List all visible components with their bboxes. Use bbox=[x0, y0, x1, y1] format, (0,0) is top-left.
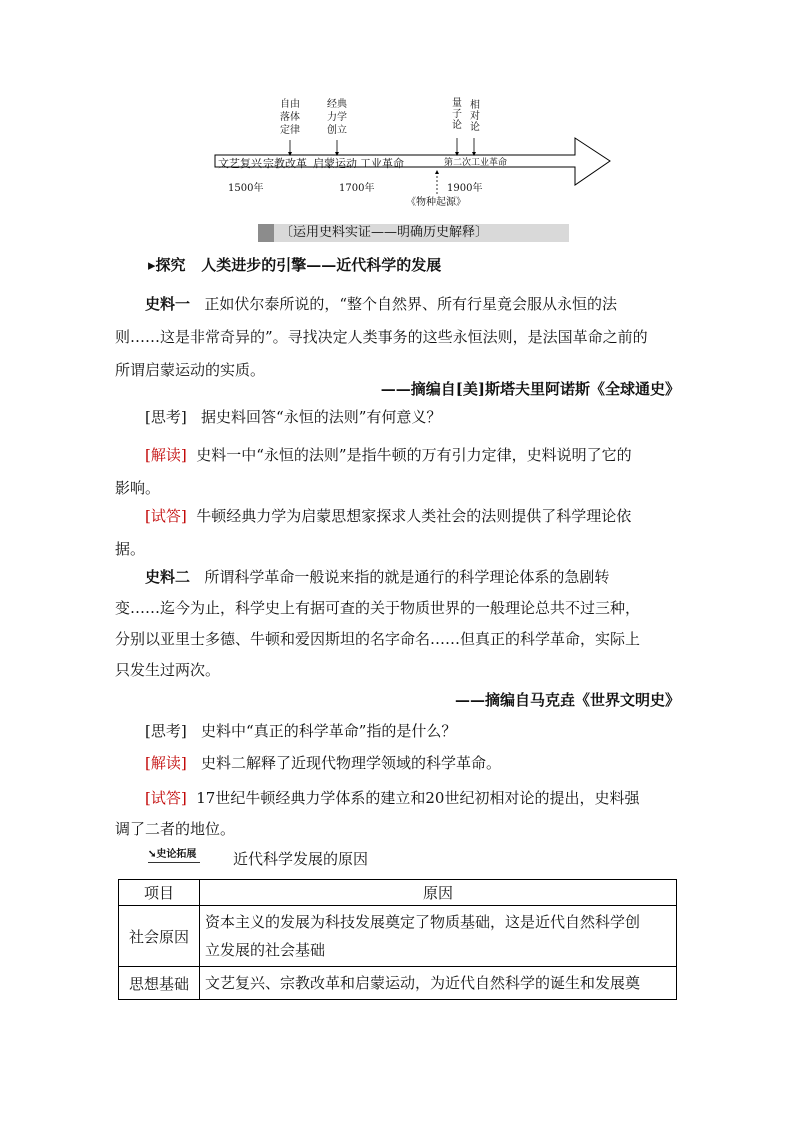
timeline-year: 1700年 bbox=[339, 183, 375, 194]
answer-tag: [试答] bbox=[145, 789, 187, 807]
answer-row: [试答] 牛顿经典力学为启蒙思想家探求人类社会的法则提供了科学理论依 据。 bbox=[115, 507, 632, 558]
table-row bbox=[119, 967, 677, 1000]
banner-block-icon bbox=[258, 224, 274, 242]
banner-title: 〔运用史料实证——明确历史解释〕 bbox=[280, 225, 489, 240]
inquiry-title: 人类进步的引擎——近代科学的发展 bbox=[201, 256, 442, 274]
think-tag: [思考] bbox=[145, 722, 187, 740]
table-header-row bbox=[119, 880, 677, 906]
inquiry-heading bbox=[148, 254, 713, 275]
table-cell-item: 社会原因 bbox=[119, 906, 200, 967]
extension-badge: ➘史论拓展 bbox=[148, 848, 200, 863]
timeline-segment: 启蒙运动 bbox=[313, 157, 357, 170]
timeline-below-label: 《物种起源》 bbox=[406, 197, 466, 208]
think-row bbox=[145, 406, 685, 427]
extension-title: 近代科学发展的原因 bbox=[233, 850, 369, 868]
timeline-pointers bbox=[280, 138, 483, 198]
timeline-event-label: 量 子 论 bbox=[452, 98, 462, 131]
material-source: ——摘编自[美]斯塔夫里阿诺斯《全球通史》 bbox=[380, 380, 680, 398]
table-header: 项目 bbox=[119, 880, 200, 906]
material-text: 所谓启蒙运动的实质。 bbox=[115, 361, 266, 379]
think-text: 据史料回答“永恒的法则”有何意义？ bbox=[201, 408, 442, 426]
table-row bbox=[119, 906, 677, 967]
interpret-row: [解读] 史料一中“永恒的法则”是指牛顿的万有引力定律，史料说明了它的 影响。 bbox=[115, 446, 632, 497]
table-cell-reason: 文艺复兴、宗教改革和启蒙运动，为近代自然科学的诞生和发展奠 bbox=[200, 967, 677, 1000]
material-source: ——摘编自马克垚《世界文明史》 bbox=[454, 691, 680, 709]
timeline-segment: 文艺复兴 bbox=[218, 157, 262, 170]
section-banner bbox=[258, 224, 569, 242]
timeline-event-label: 经典 力学 创立 bbox=[327, 99, 347, 136]
timeline-event-label: 自由 落体 定律 bbox=[280, 99, 300, 136]
material-one bbox=[115, 288, 680, 387]
inquiry-marker: ▸探究 bbox=[148, 256, 186, 274]
table-header: 原因 bbox=[200, 880, 677, 906]
arrow-icon: ➘ bbox=[148, 849, 157, 860]
interpret-row: [解读] 史料二解释了近现代物理学领域的科学革命。 bbox=[145, 754, 502, 772]
table-cell-item: 思想基础 bbox=[119, 967, 200, 1000]
think-row bbox=[145, 720, 685, 741]
interpret-tag: [解读] bbox=[145, 754, 187, 772]
timeline-segment: 工业革命 bbox=[360, 157, 404, 170]
table-cell-reason: 资本主义的发展为科技发展奠定了物质基础，这是近代自然科学创 立发展的社会基础 bbox=[200, 906, 677, 967]
material-label: 史料二 bbox=[145, 568, 191, 586]
answer-row: [试答] 17世纪牛顿经典力学体系的建立和20世纪初相对论的提出，史料强 调了二者的地位。 bbox=[115, 789, 640, 838]
material-text: 则……这是非常奇异的”。寻找决定人类事务的这些永恒法则，是法国革命之前的 bbox=[115, 328, 648, 346]
interpret-tag: [解读] bbox=[145, 446, 187, 464]
material-text: 所谓科学革命一般说来指的就是通行的科学理论体系的急剧转 bbox=[204, 568, 610, 586]
answer-tag: [试答] bbox=[145, 507, 187, 525]
material-text: 变……迄今为止，科学史上有据可查的关于物质世界的一般理论总共不过三种， bbox=[115, 599, 641, 617]
material-text: 只发生过两次。 bbox=[115, 661, 221, 679]
material-two bbox=[115, 562, 680, 686]
reasons-table bbox=[118, 879, 677, 1000]
material-text: 分别以亚里士多德、牛顿和爱因斯坦的名字命名……但真正的科学革命，实际上 bbox=[115, 630, 641, 648]
timeline-year: 1500年 bbox=[228, 183, 264, 194]
think-text: 史料中“真正的科学革命”指的是什么？ bbox=[201, 722, 457, 740]
timeline-segment: 宗教改革 bbox=[263, 157, 307, 170]
timeline-event-label: 相 对 论 bbox=[470, 100, 480, 133]
timeline-year: 1900年 bbox=[447, 183, 483, 194]
timeline-segment: 第二次工业革命 bbox=[444, 158, 508, 168]
material-text: 正如伏尔泰所说的，“整个自然界、所有行星竟会服从永恒的法 bbox=[204, 295, 617, 313]
material-label: 史料一 bbox=[145, 295, 191, 313]
think-tag: [思考] bbox=[145, 408, 187, 426]
